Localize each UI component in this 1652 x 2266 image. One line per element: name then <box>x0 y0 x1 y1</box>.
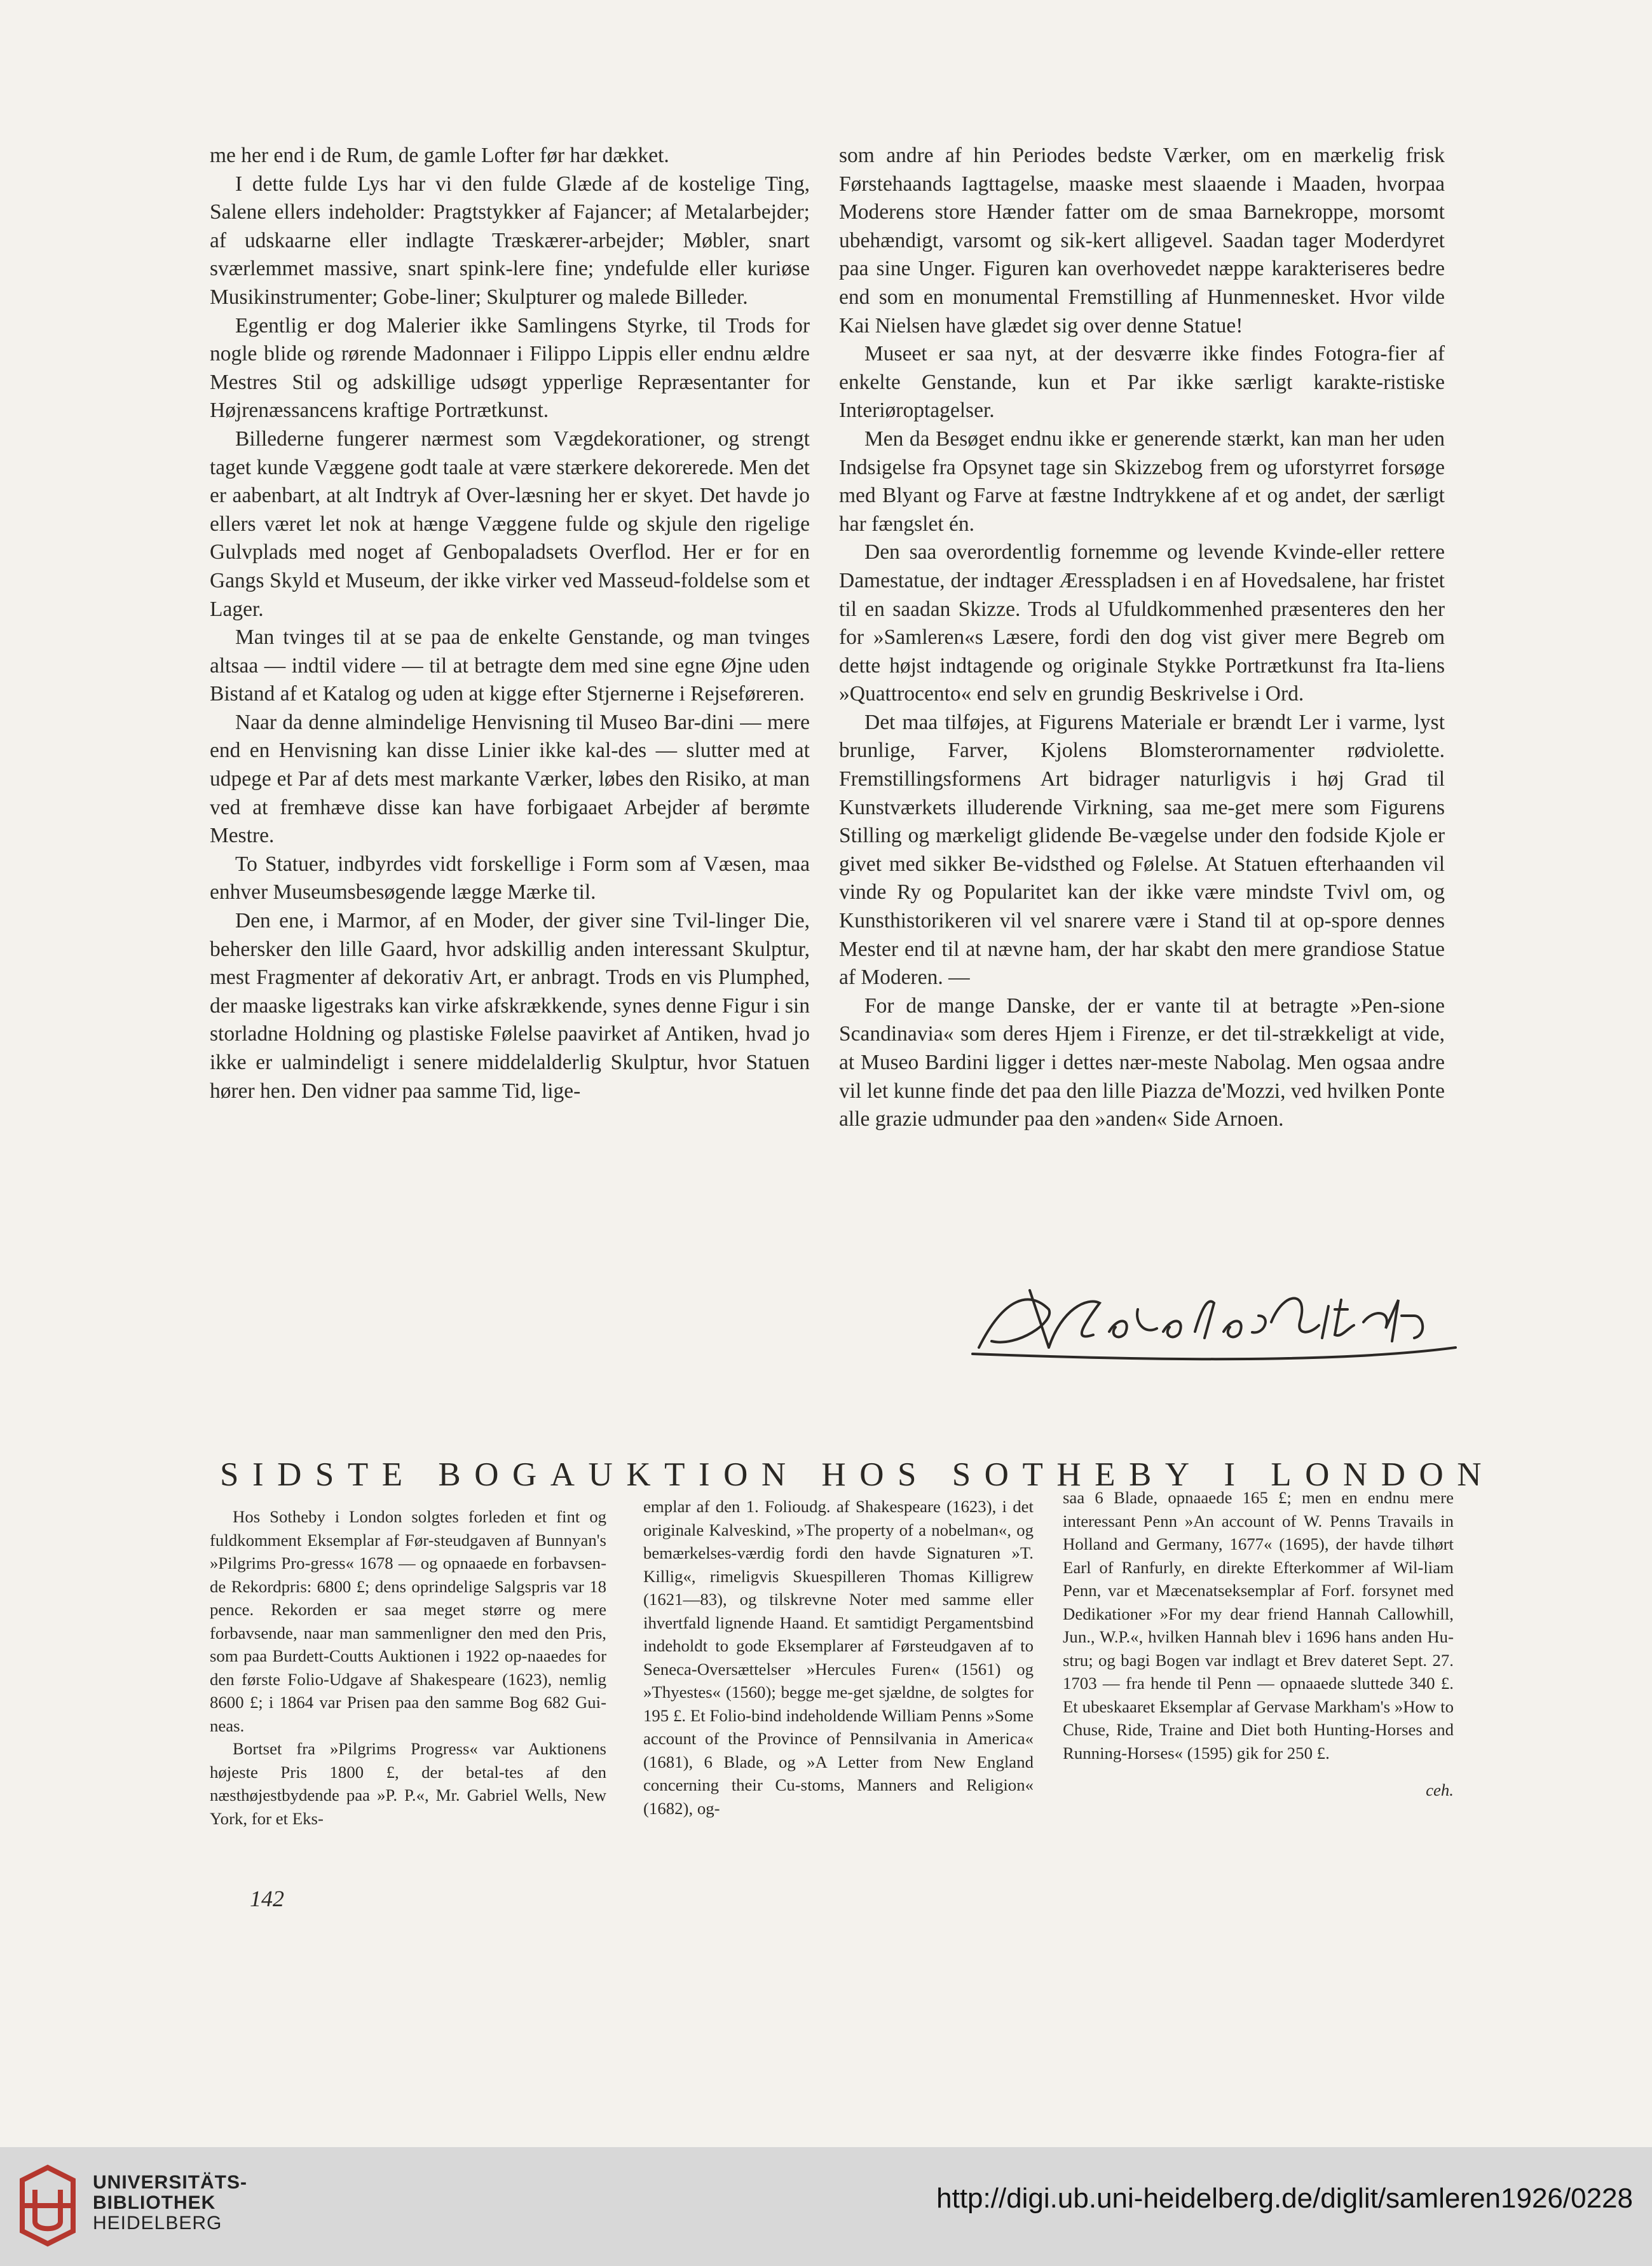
paragraph: som andre af hin Periodes bedste Værker, om en mærkelig frisk Førstehaands Iagttagelse, maaske mest slaaende i Maaden, hvorpaa Moderens store Hænder fatter om de smaa Barnekroppe, morsomt ubehændigt, varsomt og sik-kert alligevel. Saadan tager Moderdyret paa sine Unger. Figuren kan overhovedet næppe karakteriseres bedre end som en monumental Fremstilling af Hunmennesket. Hvor vilde Kai Nielsen have glædet sig over denne Statue! <box>839 144 1445 338</box>
article-right-column <box>839 142 1445 1134</box>
paragraph: Billederne fungerer nærmest som Vægdekorationer, og strengt taget kunde Væggene godt taale at være stærkere dekorerede. Men det er aabenbart, at alt Indtryk af Over-læsning her er skyet. Det havde jo ellers været let nok at hænge Væggene fulde og skjule den rigelige Gulvplads med noget af Genbopaladsets Overflod. Her er for en Gangs Skyld et Museum, der ikke virker ved Masseud-foldelse som et Lager. <box>210 427 810 621</box>
paragraph: Museet er saa nyt, at der desværre ikke findes Fotogra-fier af enkelte Genstande, kun et Par ikke særligt karakte-ristiske Interiøroptagelser. <box>839 342 1445 423</box>
article-left-column <box>210 142 810 1105</box>
section-headline: SIDSTE BOGAUKTION HOS SOTHEBY I LONDON <box>220 1456 1496 1493</box>
paragraph: Den saa overordentlig fornemme og levende Kvinde-eller rettere Damestatue, der indtager Æresspladsen i en af Hovedsalene, har fristet til en saadan Skizze. Trods al Ufuldkommenhed præsenteres den her for »Samleren«s Læsere, fordi den dog vist giver mere Begreb om dette højst indtagende og originale Stykke Portrætkunst fra Ita-liens »Quattrocento« end selv en grundig Beskrivelse i Ord. <box>839 540 1445 706</box>
university-library-logo-icon <box>13 2161 83 2250</box>
paragraph: Det maa tilføjes, at Figurens Materiale er brændt Ler i varme, lyst brunlige, Farver, Kjolens Blomsterornamenter rødviolette. Fremstillingsformens Art bidrager naturligvis i høj Grad til Kunstværkets illuderende Virkning, saa me-get mere som Figurens Stilling og mærkeligt glidende Be-vægelse under den fodside Kjole er givet med sikker Be-vidsthed og Følelse. At Statuen efterhaanden vil vinde Ry og Popularitet kan der ikke være mindste Tvivl om, og Kunsthistorikeren vil vel snarere være i Stand til at op-spore dennes Mester end til at nævne ham, der har skabt den mere grandiose Statue af Moderen. — <box>839 710 1445 990</box>
paragraph: Men da Besøget endnu ikke er generende stærkt, kan man her uden Indsigelse fra Opsynet tage sin Skizzebog frem og uforstyrret forsøge med Blyant og Farve at fæstne Indtrykkene af et og andet, der særligt har fængslet én. <box>839 427 1445 536</box>
paragraph: Egentlig er dog Malerier ikke Samlingens Styrke, til Trods for nogle blide og rørende Madonnaer i Filippo Lippis eller endnu ældre Mestres Stil og adskillige udsøgt ypperlige Repræsentanter for Højrenæssancens kraftige Portrætkunst. <box>210 313 810 423</box>
handwritten-signature <box>953 1271 1462 1373</box>
section-column-3 <box>1063 1486 1454 1802</box>
paragraph: Man tvinges til at se paa de enkelte Genstande, og man tvinges altsaa — indtil videre — til at betragte dem med sine egne Øjne uden Bistand af et Katalog og uden at kigge efter Stjernerne i Rejseføreren. <box>210 625 810 706</box>
paragraph: Hos Sotheby i London solgtes forleden et fint og fuldkomment Eksemplar af Før-steudgaven af Bunnyan's »Pilgrims Pro-gress« 1678 — og opnaaede en forbavsen-de Rekordpris: 6800 £; dens oprindelige Salgspris var 18 pence. Rekorden er saa meget større og mere forbavsende, naar man sammenligner den med den Pris, som paa Burdett-Coutts Auktionen i 1922 op-naaedes for den første Folio-Udgave af Shakespeare (1623), nemlig 8600 £; i 1864 var Prisen paa den samme Bog 682 Gui-neas. <box>210 1507 606 1735</box>
paragraph: Naar da denne almindelige Henvisning til Museo Bar-dini — mere end en Henvisning kan disse Linier ikke kal-des — slutter med at udpege et Par af dets mest markante Værker, løbes den Risiko, at man ved at fremhæve disse kan have forbigaaet Arbejder af berømte Mestre. <box>210 710 810 848</box>
paragraph: For de mange Danske, der er vante til at betragte »Pen-sione Scandinavia« som deres Hjem i Firenze, er det til-strækkeligt at vide, at Museo Bardini ligger i dettes nær-meste Nabolag. Men ogsaa andre vil let kunne finde det paa den lille Piazza de'Mozzi, ved hvilken Ponte alle grazie udmunder paa den »anden« Side Arnoen. <box>839 993 1445 1131</box>
paragraph: saa 6 Blade, opnaaede 165 £; men en endnu mere interessant Penn »An account of W. Penns Travails in Holland and Germany, 1677« (1695), der havde tilhørt Earl of Ranfurly, en direkte Efterkommer af Wil-liam Penn, var et Mæcenatseksemplar af Forf. forsynet med Dedikationer »For my dear friend Hannah Callowhill, Jun., W.P.«, hvilken Hannah blev i 1696 hans anden Hu-stru; og bagi Bogen var indlagt et Brev dateret Sept. 27. 1703 — fra hende til Penn — opnaaede sluttede 340 £. Et ubeskaaret Eksemplar af Gervase Markham's »How to Chuse, Ride, Traine and Diet both Hunting-Horses and Running-Horses« (1595) gik for 250 £. <box>1063 1488 1454 1763</box>
paragraph: emplar af den 1. Folioudg. af Shakespeare (1623), i det originale Kalveskind, »The property of a nobelman«, og bemærkelses-værdig fordi den havde Signaturen »T. Killig«, rimeligvis Skuespilleren Thomas Killigrew (1621—83), og tilskrevne Noter med samme eller ihvertfald lignende Haand. Et samtidigt Pergamentsbind indeholdt to gode Eksemplarer af Førsteudgaven af to Seneca-Oversættelser »Hercules Furen« (1561) og »Thyestes« (1560); begge me-get sjældne, de solgtes for 195 £. Et Folio-bind indeholdende William Penns »Some account of the Province of Pennsilvania in America« (1681), 6 Blade, og »A Letter from New England concerning their Cu-stoms, Manners and Religion« (1682), og- <box>643 1497 1034 1818</box>
source-url-link[interactable]: http://digi.ub.uni-heidelberg.de/diglit/samleren1926/0228 <box>936 2183 1633 2214</box>
section-column-2 <box>643 1495 1034 1820</box>
paragraph: Bortset fra »Pilgrims Progress« var Auktionens højeste Pris 1800 £, der betal-tes af den næsthøjestbydende paa »P. P.«, Mr. Gabriel Wells, New York, for et Eks- <box>210 1739 606 1828</box>
paragraph: Den ene, i Marmor, af en Moder, der giver sine Tvil-linger Die, behersker den lille Gaard, hvor adskillig anden interessant Skulptur, mest Fragmenter af dekorativ Art, er anbragt. Trods en vis Plumphed, der maaske ligestraks kan virke afskrækkende, synes denne Figur i sin storladne Holdning og plastiske Følelse paavirket af Antiken, hvad jo ikke er ualmindeligt i senere middelalderlig Skulptur, hvor Statuen hører hen. Den vidner paa samme Tid, lige- <box>210 909 810 1103</box>
institution-line: BIBLIOTHEK <box>93 2192 216 2213</box>
section-column-1 <box>210 1505 606 1830</box>
paragraph: me her end i de Rum, de gamle Lofter før har dækket. <box>210 144 669 167</box>
paragraph: I dette fulde Lys har vi den fulde Glæde af de kostelige Ting, Salene ellers indeholder: Pragtstykker af Fajancer; af Metalarbejder; af udskaarne eller indlagte Træskærer-arbejder; Møbler, snart sværlemmet massive, snart spink-lere fine; yndefulde eller kuriøse Musikinstrumenter; Gobe-liner; Skulpturer og malede Billeder. <box>210 172 810 309</box>
institution-name <box>93 2173 247 2234</box>
page-number: 142 <box>250 1886 284 1911</box>
author-initials: ceh. <box>1426 1780 1454 1799</box>
institution-line: UNIVERSITÄTS- <box>93 2172 248 2193</box>
paragraph: To Statuer, indbyrdes vidt forskellige i Form som af Væsen, maa enhver Museumsbesøgende lægge Mærke til. <box>210 852 810 904</box>
institution-line: HEIDELBERG <box>93 2213 222 2234</box>
